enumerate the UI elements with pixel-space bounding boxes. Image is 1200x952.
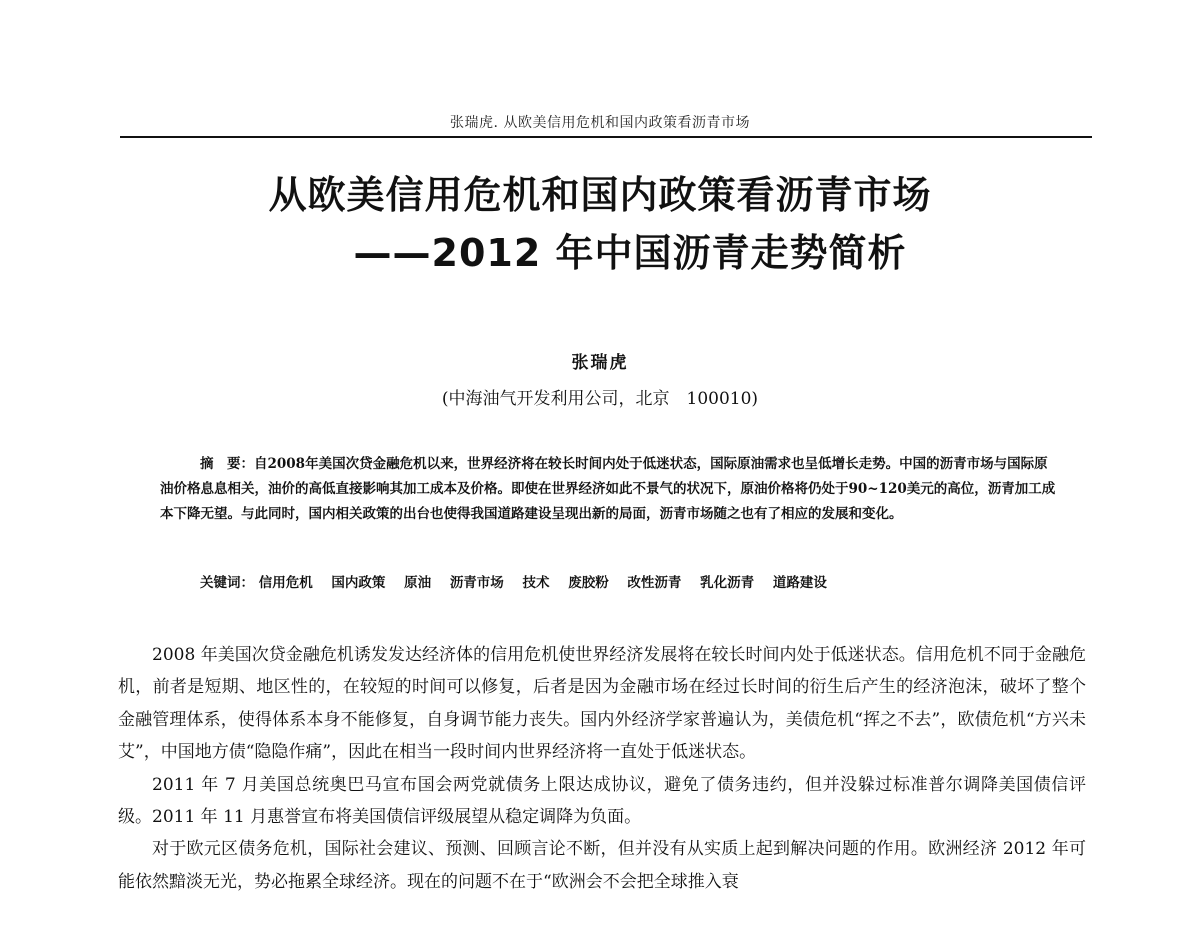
keyword: 道路建设 [772,575,827,591]
author-name: 张瑞虎 [571,353,629,373]
title-main: 从欧美信用危机和国内政策看沥青市场 [268,173,932,217]
header-rule [120,136,1092,138]
keywords [200,571,1060,591]
body-paragraph: 2008 年美国次贷金融危机诱发发达经济体的信用危机使世界经济发展将在较长时间内处于低迷状态。信用危机不同于金融危机，前者是短期、地区性的，在较短的时间可以修复，后者是因为金融市场在经过长时间的衍生后产生的经济泡沫，破坏了整个金融管理体系，使得体系本身不能修复，自身调节能力丧失。国内外经济学家普遍认为，美债危机“挥之不去”，欧债危机“方兴未艾”，中国地方债“隐隐作痛”，因此在相当一段时间内世界经济将一直处于低迷状态。 [118,645,1086,763]
keyword: 国内政策 [331,575,386,591]
abstract [160,452,1060,527]
body-paragraph: 对于欧元区债务危机，国际社会建议、预测、回顾言论不断，但并没有从实质上起到解决问题的作用。欧洲经济 2012 年可能依然黯淡无光，势必拖累全球经济。现在的问题不在于“欧洲会不会把全球推入衰 [118,839,1086,892]
title-subtitle: ——2012 年中国沥青走势简析 [353,231,907,275]
body-text [118,639,1086,898]
body-paragraph: 2011 年 7 月美国总统奥巴马宣布国会两党就债务上限达成协议，避免了债务违约，但并没躲过标准普尔调降美国债信评级。2011 年 11 月惠誉宣布将美国债信评级展望从稳定调降为负面。 [118,774,1086,828]
keywords-label: 关键词： [200,575,254,591]
keyword: 信用危机 [258,575,313,591]
keyword: 技术 [522,575,550,591]
keyword: 废胶粉 [568,575,609,591]
author-affiliation: (中海油气开发利用公司，北京 100010) [441,389,759,409]
keyword: 原油 [404,575,432,591]
keyword: 乳化沥青 [700,575,755,591]
running-head: 张瑞虎. 从欧美信用危机和国内政策看沥青市场 [450,115,750,131]
abstract-label: 摘 要： [200,456,254,472]
keyword: 沥青市场 [449,575,504,591]
keyword: 改性沥青 [627,575,682,591]
abstract-text: 自2008年美国次贷金融危机以来，世界经济将在较长时间内处于低迷状态，国际原油需求也呈低增长走势。中国的沥青市场与国际原油价格息息相关，油价的高低直接影响其加工成本及价格。即使在世界经济如此不景气的状况下，原油价格将仍处于90~120美元的高位，沥青加工成本下降无望。与此同时，国内相关政策的出台也使得我国道路建设呈现出新的局面，沥青市场随之也有了相应的发展和变化。 [160,456,1056,522]
